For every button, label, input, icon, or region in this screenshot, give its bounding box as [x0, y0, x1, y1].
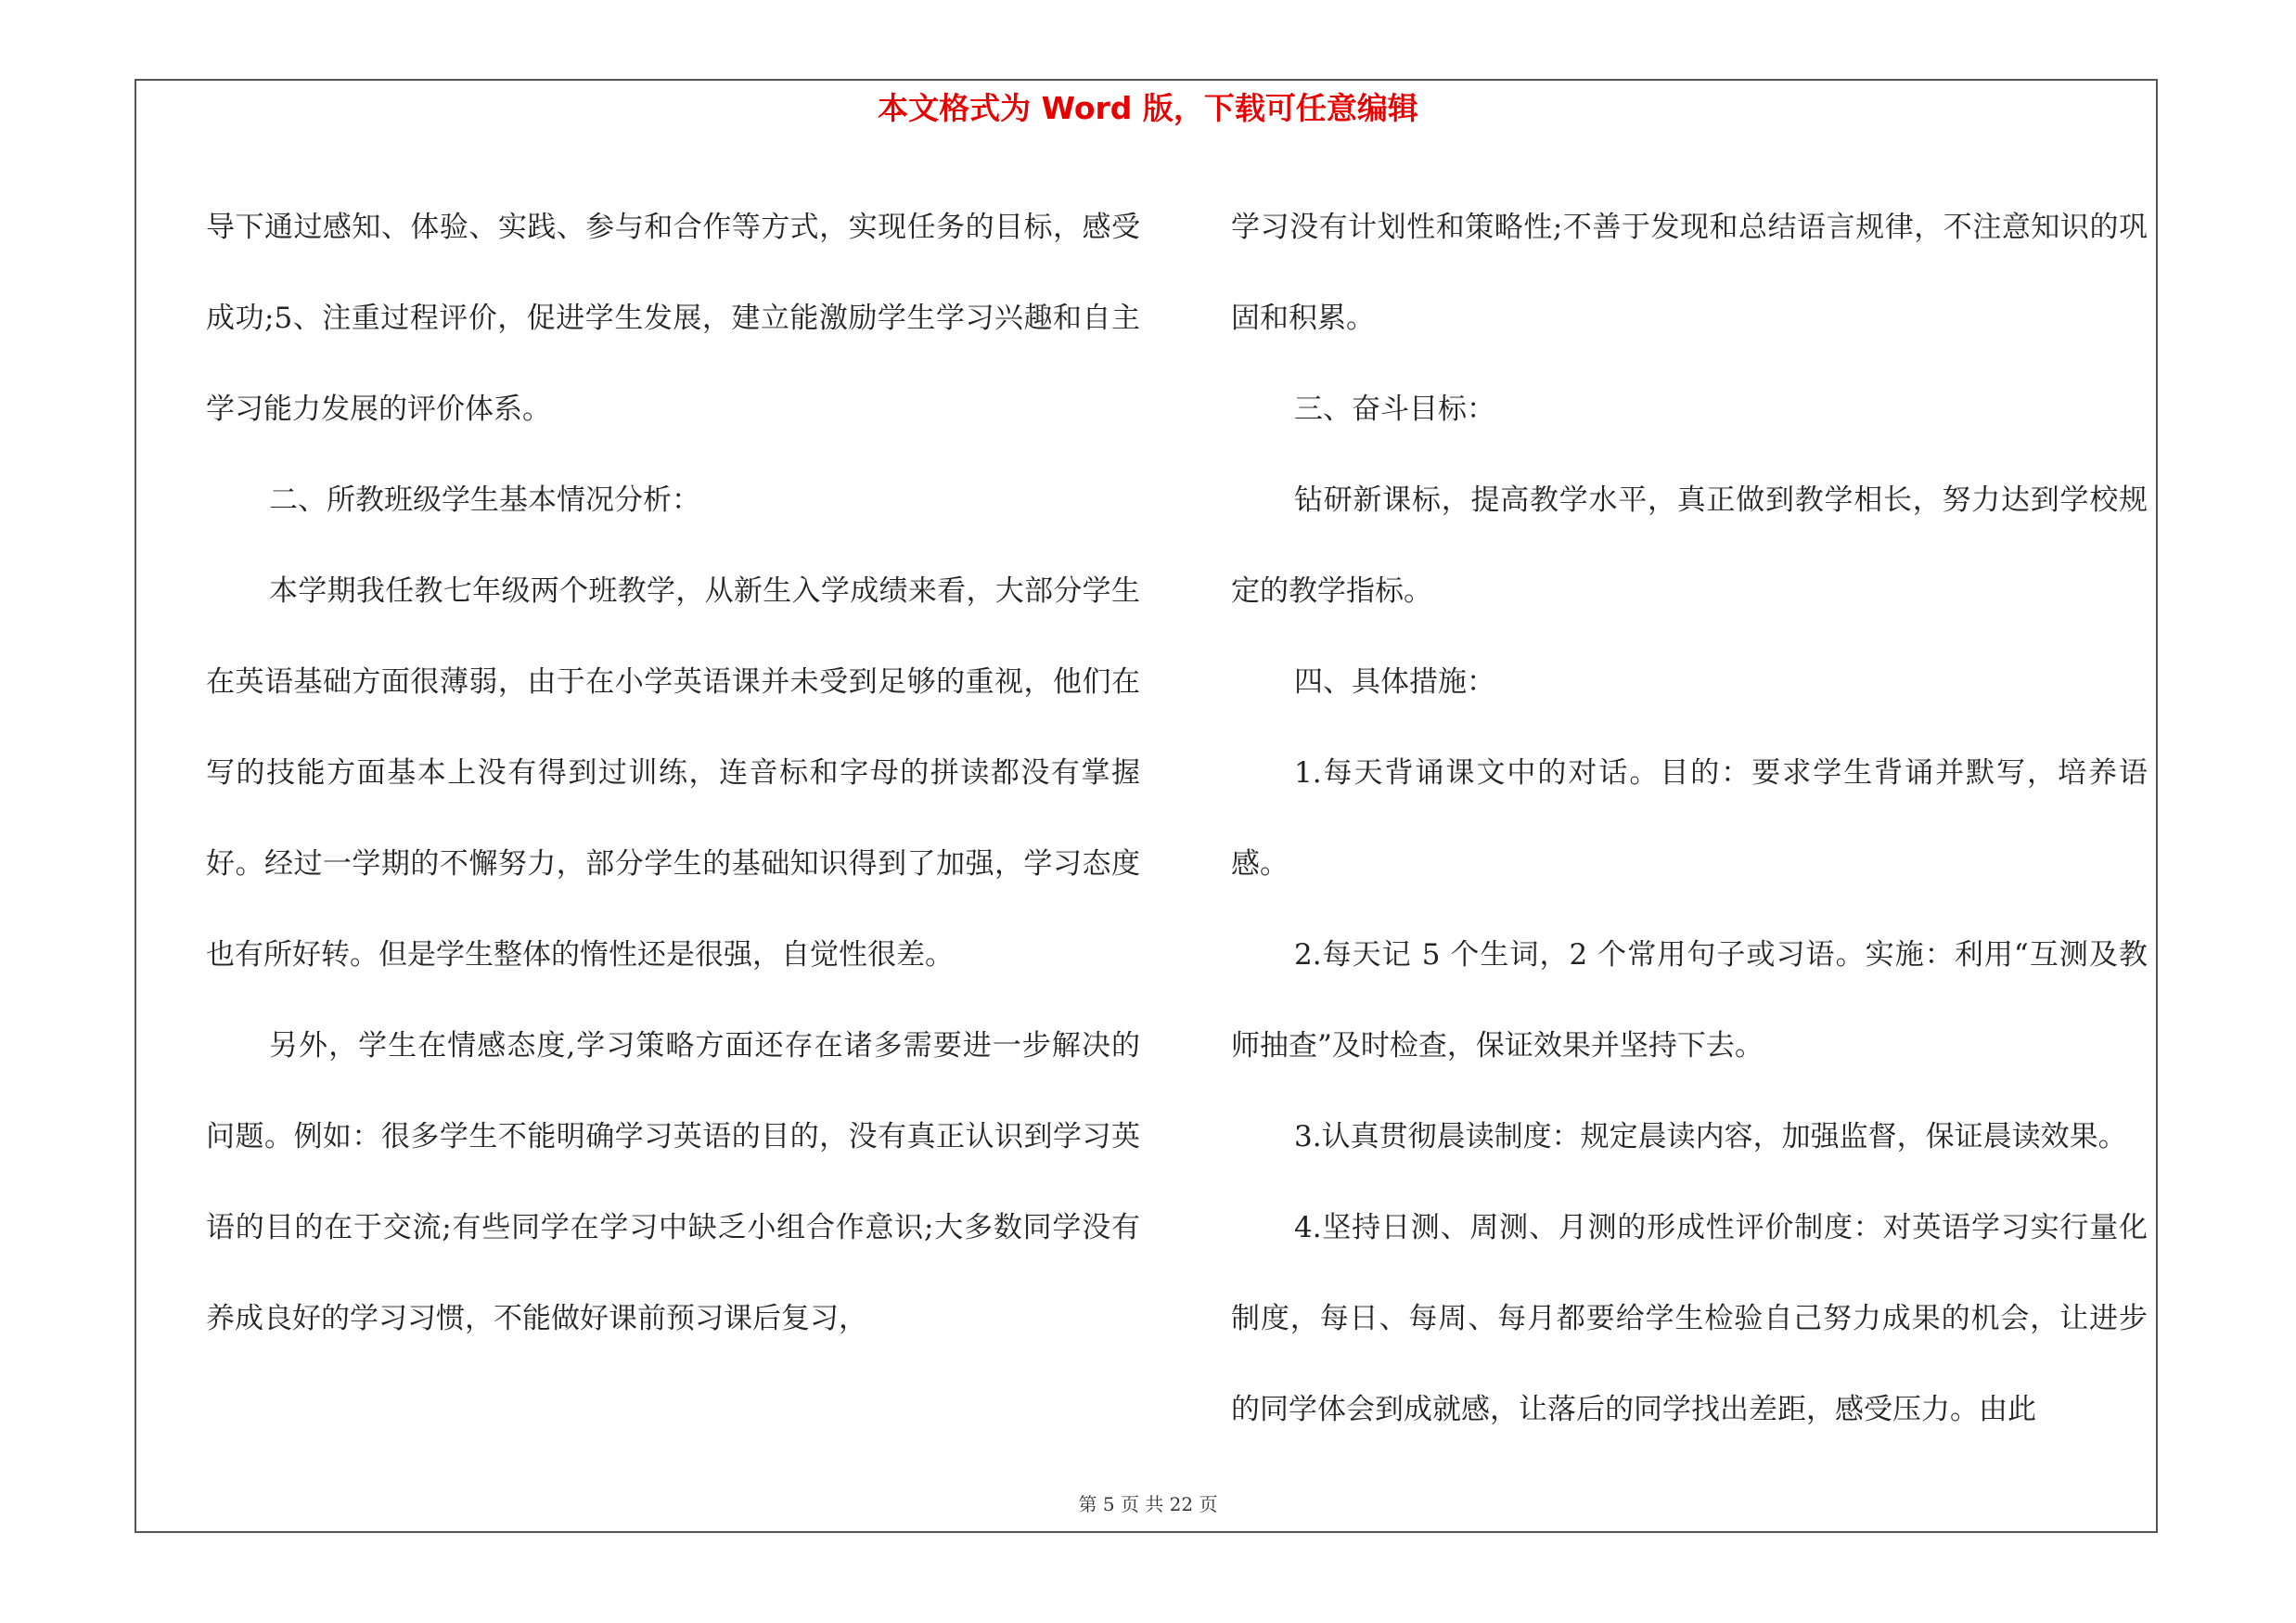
paragraph: 学习没有计划性和策略性;不善于发现和总结语言规律，不注意知识的巩固和积累。 — [1231, 211, 2148, 335]
word-format-notice: 本文格式为 Word 版，下载可任意编辑 — [878, 90, 1418, 126]
section-heading: 四、具体措施： — [1294, 665, 1495, 699]
paragraph: 另外，学生在情感态度,学习策略方面还存在诸多需要进一步解决的问题。例如：很多学生不能明确学习英语的目的，没有真正认识到学习英语的目的在于交流;有些同学在学习中缺乏小组合作意识;大多数同学没有养成良好的学习习惯，不能做好课前预习课后复习， — [206, 1029, 1140, 1335]
page-number: 第 5 页 共 22 页 — [1078, 1493, 1218, 1515]
section-heading: 三、奋斗目标： — [1294, 393, 1495, 426]
paragraph: 导下通过感知、体验、实践、参与和合作等方式，实现任务的目标，感受成功;5、注重过程评价，促进学生发展，建立能激励学生学习兴趣和自主学习能力发展的评价体系。 — [206, 211, 1140, 426]
left-column — [206, 182, 1140, 1364]
paragraph: 本学期我任教七年级两个班教学，从新生入学成绩来看，大部分学生在英语基础方面很薄弱，由于在小学英语课并未受到足够的重视，他们在写的技能方面基本上没有得到过训练，连音标和字母的拼读都没有掌握好。经过一学期的不懈努力，部分学生的基础知识得到了加强，学习态度也有所好转。但是学生整体的惰性还是很强，自觉性很差。 — [206, 574, 1140, 972]
paragraph: 钻研新课标，提高教学水平，真正做到教学相长，努力达到学校规定的教学指标。 — [1231, 483, 2148, 608]
list-item: 4.坚持日测、周测、月测的形成性评价制度：对英语学习实行量化制度，每日、每周、每月都要给学生检验自己努力成果的机会，让进步的同学体会到成就感，让落后的同学找出差距，感受压力。由此 — [1231, 1211, 2148, 1426]
section-heading: 二、所教班级学生基本情况分析： — [269, 483, 700, 517]
list-item: 3.认真贯彻晨读制度：规定晨读内容，加强监督，保证晨读效果。 — [1294, 1120, 2127, 1153]
list-item: 2.每天记 5 个生词，2 个常用句子或习语。实施：利用“互测及教师抽查”及时检查，保证效果并坚持下去。 — [1231, 938, 2148, 1063]
list-item: 1.每天背诵课文中的对话。目的：要求学生背诵并默写，培养语感。 — [1231, 756, 2148, 881]
right-column — [1231, 182, 2148, 1455]
